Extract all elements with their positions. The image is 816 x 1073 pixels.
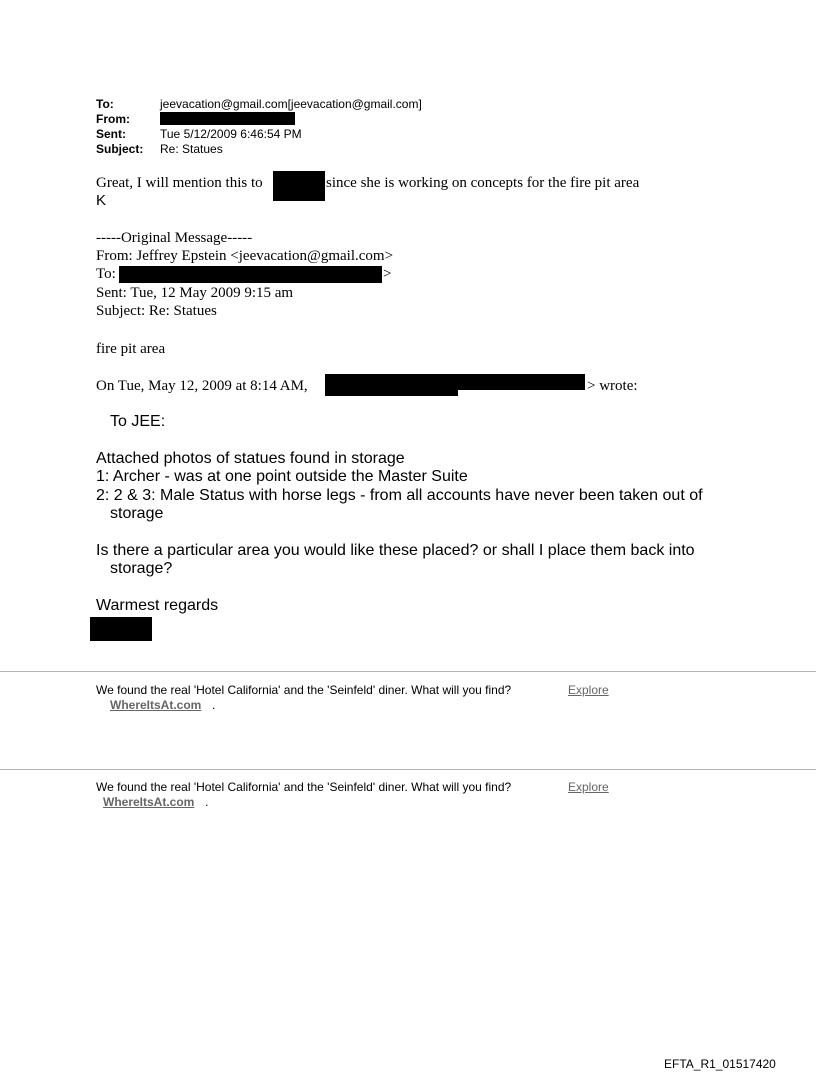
- to-value: jeevacation@gmail.com[jeevacation@gmail.com]: [160, 97, 422, 111]
- reply-text-end: since she is working on concepts for the fire pit area: [326, 175, 640, 191]
- redaction-block: [90, 617, 152, 641]
- divider-line: [0, 769, 816, 770]
- explore-link[interactable]: Explore: [568, 683, 609, 697]
- wrote-line-end: > wrote:: [587, 378, 638, 394]
- wrote-line-start: On Tue, May 12, 2009 at 8:14 AM,: [96, 378, 308, 394]
- original-to-tail: >: [383, 266, 392, 282]
- document-id: EFTA_R1_01517420: [664, 1057, 776, 1071]
- quoted-item-1: 1: Archer - was at one point outside the Master Suite: [96, 468, 468, 485]
- quoted-question-cont: storage?: [110, 560, 173, 577]
- footer-text: We found the real 'Hotel California' and the 'Seinfeld' diner. What will you find?: [96, 780, 512, 794]
- original-subject: Subject: Re: Statues: [96, 303, 217, 319]
- quoted-question: Is there a particular area you would like these placed? or shall I place them back into: [96, 542, 695, 559]
- redaction-block: [458, 374, 585, 390]
- subject-value: Re: Statues: [160, 142, 223, 156]
- quoted-intro: Attached photos of statues found in storage: [96, 450, 405, 467]
- original-sent: Sent: Tue, 12 May 2009 9:15 am: [96, 285, 294, 301]
- divider-line: [0, 671, 816, 672]
- original-to-label: To:: [96, 266, 116, 282]
- quoted-item-2-cont: storage: [110, 505, 164, 522]
- redaction-block: [325, 374, 458, 396]
- original-body: fire pit area: [96, 341, 166, 357]
- explore-link[interactable]: Explore: [568, 780, 609, 794]
- redaction-block: [160, 112, 295, 125]
- whereitsat-link[interactable]: WhereItsAt.com: [110, 698, 202, 712]
- original-divider: -----Original Message-----: [96, 230, 253, 246]
- sent-value: Tue 5/12/2009 6:46:54 PM: [160, 127, 302, 141]
- subject-label: Subject:: [96, 142, 144, 156]
- from-label: From:: [96, 112, 130, 126]
- footer-period: .: [212, 698, 216, 712]
- to-label: To:: [96, 97, 114, 111]
- redaction-block: [273, 171, 325, 201]
- whereitsat-link[interactable]: WhereItsAt.com: [103, 795, 195, 809]
- sent-label: Sent:: [96, 127, 126, 141]
- reply-signoff: K: [96, 192, 107, 209]
- redaction-block: [119, 266, 382, 283]
- quoted-item-2: 2: 2 & 3: Male Status with horse legs - from all accounts have never been taken out of: [96, 487, 703, 504]
- footer-period: .: [205, 795, 209, 809]
- quoted-greeting: To JEE:: [110, 413, 166, 430]
- reply-text-start: Great, I will mention this to: [96, 175, 263, 191]
- footer-text: We found the real 'Hotel California' and the 'Seinfeld' diner. What will you find?: [96, 683, 512, 697]
- quoted-closing: Warmest regards: [96, 597, 219, 614]
- original-from: From: Jeffrey Epstein <jeevacation@gmail.com>: [96, 248, 394, 264]
